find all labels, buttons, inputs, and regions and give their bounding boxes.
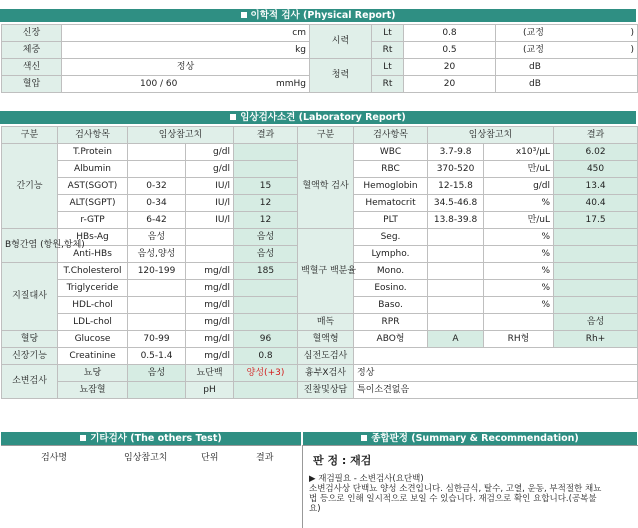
lab-unit: IU/l <box>186 178 234 195</box>
lab-item: Eosino. <box>354 280 428 297</box>
lab-result: 6.02 <box>554 144 638 161</box>
verdict: 판 정 : 재검 <box>313 454 372 467</box>
lab-result: 450 <box>554 161 638 178</box>
lab-item: LDL-chol <box>58 314 128 331</box>
lab-category: 백혈구 백분율 <box>298 229 354 314</box>
lab-ref: 120-199 <box>128 263 186 280</box>
summary-panel <box>302 445 638 528</box>
lab-row <box>2 331 638 348</box>
lab-result <box>234 297 298 314</box>
lab-item: RBC <box>354 161 428 178</box>
lab-unit: % <box>484 297 554 314</box>
abo-value: A <box>428 331 484 348</box>
square-icon <box>230 114 236 120</box>
lab-ref: 6-42 <box>128 212 186 229</box>
height-value: cm <box>62 25 310 42</box>
lab-row <box>2 314 638 331</box>
lab-ref: 370-520 <box>428 161 484 178</box>
lab-unit <box>484 314 554 331</box>
physical-section-header: 이학적 검사 (Physical Report) <box>0 9 636 22</box>
height-label: 신장 <box>2 25 62 42</box>
lab-ref <box>428 280 484 297</box>
lab-item: Seg. <box>354 229 428 246</box>
lab-ref: 13.8-39.8 <box>428 212 484 229</box>
lab-unit: % <box>484 229 554 246</box>
lab-category: 지질대사 <box>2 263 58 331</box>
color-label: 색신 <box>2 59 62 76</box>
recommendation-text: ▶ 재검필요 - 소변검사(요단백) 소변검사상 단백뇨 양성 소견입니다. 심한금식, 탈수, 고열, 운동, 부적절한 채뇨 법 등으로 인해 일시적으로 보일 수 있습니다. 재검으로 확인 요합니다.(공복불 요) <box>309 474 602 514</box>
physical-table: 신장 cm 시력 Lt 0.8 (교정 ) 체중 kg Rt 0.5 (교정 ) 색신 정상 청력 Lt 20 dB 혈압 100 / 60 mmHg Rt 20 dB <box>1 24 638 93</box>
square-icon <box>80 435 86 441</box>
hearing-label: 청력 <box>310 59 372 93</box>
lab-item: Triglyceride <box>58 280 128 297</box>
blood-type-label: 혈액형 <box>298 331 354 348</box>
lab-ref: 0-32 <box>128 178 186 195</box>
lab-result: 40.4 <box>554 195 638 212</box>
lab-unit <box>186 246 234 263</box>
lab-item: ALT(SGPT) <box>58 195 128 212</box>
lab-ref <box>128 144 186 161</box>
lab-result: 13.4 <box>554 178 638 195</box>
lab-category: B형간염 (항원,항체) <box>2 229 58 263</box>
lab-unit: g/dl <box>484 178 554 195</box>
lab-unit: mg/dl <box>186 297 234 314</box>
lab-unit: g/dl <box>186 161 234 178</box>
lab-item: Albumin <box>58 161 128 178</box>
square-icon <box>241 12 247 18</box>
lab-result: 12 <box>234 212 298 229</box>
lab-item: HDL-chol <box>58 297 128 314</box>
lab-item: Glucose <box>58 331 128 348</box>
weight-label: 체중 <box>2 42 62 59</box>
lab-unit: x10³/μL <box>484 144 554 161</box>
lab-result: 음성 <box>234 246 298 263</box>
lab-unit: 만/uL <box>484 212 554 229</box>
lab-ref: 12-15.8 <box>428 178 484 195</box>
lab-result: 12 <box>234 195 298 212</box>
lab-result <box>554 246 638 263</box>
lab-unit: IU/l <box>186 195 234 212</box>
lab-item: Mono. <box>354 263 428 280</box>
lab-row <box>2 229 638 246</box>
lab-result <box>554 263 638 280</box>
lab-table: 구분 검사항목 임상참고치 결과 구분 검사항목 임상참고치 결과 간기능 T.Protein g/dl 혈액학 검사 WBC 3.7-9.8 x10³/μL 6.02 Albumin g/dl RBC 370-520 만/uL 450 AST(SGOT) 0-32 IU/l 15 Hemoglobin 12-15.8 g/dl 13.4 ALT(SGPT) 0-34 IU/l 12 Hematocrit 34.5-46.8 % 40.4 r-GTP 6-42 IU/l 12 PLT 13.8-39.8 만/uL 17.5 B형간염 (항원,항체) HBs-Ag 음성 음성 백혈구 백분율 Seg. % Anti-HBs 음성,양성 음성 Lympho. % 지질대사 T.Cholesterol 120-199 mg/dl 185 Mono. % Triglyceride mg/dl Eosino. % HDL-chol mg/dl Baso. % LDL-chol mg/dl 매독 RPR 음성 혈당 Glucose 70-99 mg/dl 96 혈액형 ABO형 A RH형 Rh+ 신장기능 Creatinine 0.5-1.4 mg/dl 0.8 심전도검사 소변검사 뇨당 음성 뇨단백 양성(+3) 흉부X검사 정상 뇨잠혈 pH 진찰및상담 특이소견없음 <box>1 126 638 399</box>
lab-item: PLT <box>354 212 428 229</box>
weight-value: kg <box>62 42 310 59</box>
lab-result: 96 <box>234 331 298 348</box>
lab-result <box>554 280 638 297</box>
lab-result: 185 <box>234 263 298 280</box>
lab-result <box>234 314 298 331</box>
lab-ref: 70-99 <box>128 331 186 348</box>
others-panel: 검사명 임상참고치 단위 결과 <box>1 445 301 528</box>
lab-ref <box>428 263 484 280</box>
lab-unit: IU/l <box>186 212 234 229</box>
color-value: 정상 <box>62 59 310 76</box>
lab-result <box>234 161 298 178</box>
rh-label: RH형 <box>484 331 554 348</box>
lab-ref: 3.7-9.8 <box>428 144 484 161</box>
lab-unit: mg/dl <box>186 314 234 331</box>
lab-unit: 만/uL <box>484 161 554 178</box>
lab-unit <box>186 229 234 246</box>
lab-result <box>234 144 298 161</box>
lab-item: AST(SGOT) <box>58 178 128 195</box>
others-section-header: 기타검사 (The others Test) <box>1 432 301 445</box>
lab-result: 음성 <box>554 314 638 331</box>
lab-result <box>554 229 638 246</box>
lab-unit: g/dl <box>186 144 234 161</box>
square-icon <box>361 435 367 441</box>
lab-section-header: 임상검사소견 (Laboratory Report) <box>0 111 636 124</box>
lab-item: Hemoglobin <box>354 178 428 195</box>
lab-item: r-GTP <box>58 212 128 229</box>
vision-label: 시력 <box>310 25 372 59</box>
lab-category: 혈액학 검사 <box>298 144 354 229</box>
lab-item: WBC <box>354 144 428 161</box>
lab-result: 15 <box>234 178 298 195</box>
lab-ref: 34.5-46.8 <box>428 195 484 212</box>
lab-ref <box>428 229 484 246</box>
lab-result <box>234 280 298 297</box>
lab-ref <box>128 161 186 178</box>
lab-ref: 음성,양성 <box>128 246 186 263</box>
lab-result: 17.5 <box>554 212 638 229</box>
lab-item: T.Protein <box>58 144 128 161</box>
lab-unit: % <box>484 246 554 263</box>
lab-item: Lympho. <box>354 246 428 263</box>
lab-item: HBs-Ag <box>58 229 128 246</box>
lab-ref: 0-34 <box>128 195 186 212</box>
lab-item: Baso. <box>354 297 428 314</box>
lab-unit: mg/dl <box>186 263 234 280</box>
lab-item: T.Cholesterol <box>58 263 128 280</box>
bp-value: 100 / 60 mmHg <box>62 76 310 93</box>
lab-category: 혈당 <box>2 331 58 348</box>
lab-unit: % <box>484 280 554 297</box>
lab-item: Hematocrit <box>354 195 428 212</box>
lab-ref <box>428 297 484 314</box>
lab-ref: 음성 <box>128 229 186 246</box>
summary-section-header: 종합판정 (Summary & Recommendation) <box>303 432 637 445</box>
lab-unit: % <box>484 263 554 280</box>
lab-category: 매독 <box>298 314 354 331</box>
lab-unit: mg/dl <box>186 331 234 348</box>
lab-ref <box>428 246 484 263</box>
lab-ref <box>128 280 186 297</box>
lab-result: 음성 <box>234 229 298 246</box>
lab-result <box>554 297 638 314</box>
lab-ref <box>128 297 186 314</box>
lab-item: Anti-HBs <box>58 246 128 263</box>
bp-label: 혈압 <box>2 76 62 93</box>
lab-unit: % <box>484 195 554 212</box>
lab-item: RPR <box>354 314 428 331</box>
lab-category: 간기능 <box>2 144 58 229</box>
lab-ref <box>428 314 484 331</box>
lab-row <box>2 144 638 161</box>
lab-ref <box>128 314 186 331</box>
abo-label: ABO형 <box>354 331 428 348</box>
rh-value: Rh+ <box>554 331 638 348</box>
lab-unit: mg/dl <box>186 280 234 297</box>
